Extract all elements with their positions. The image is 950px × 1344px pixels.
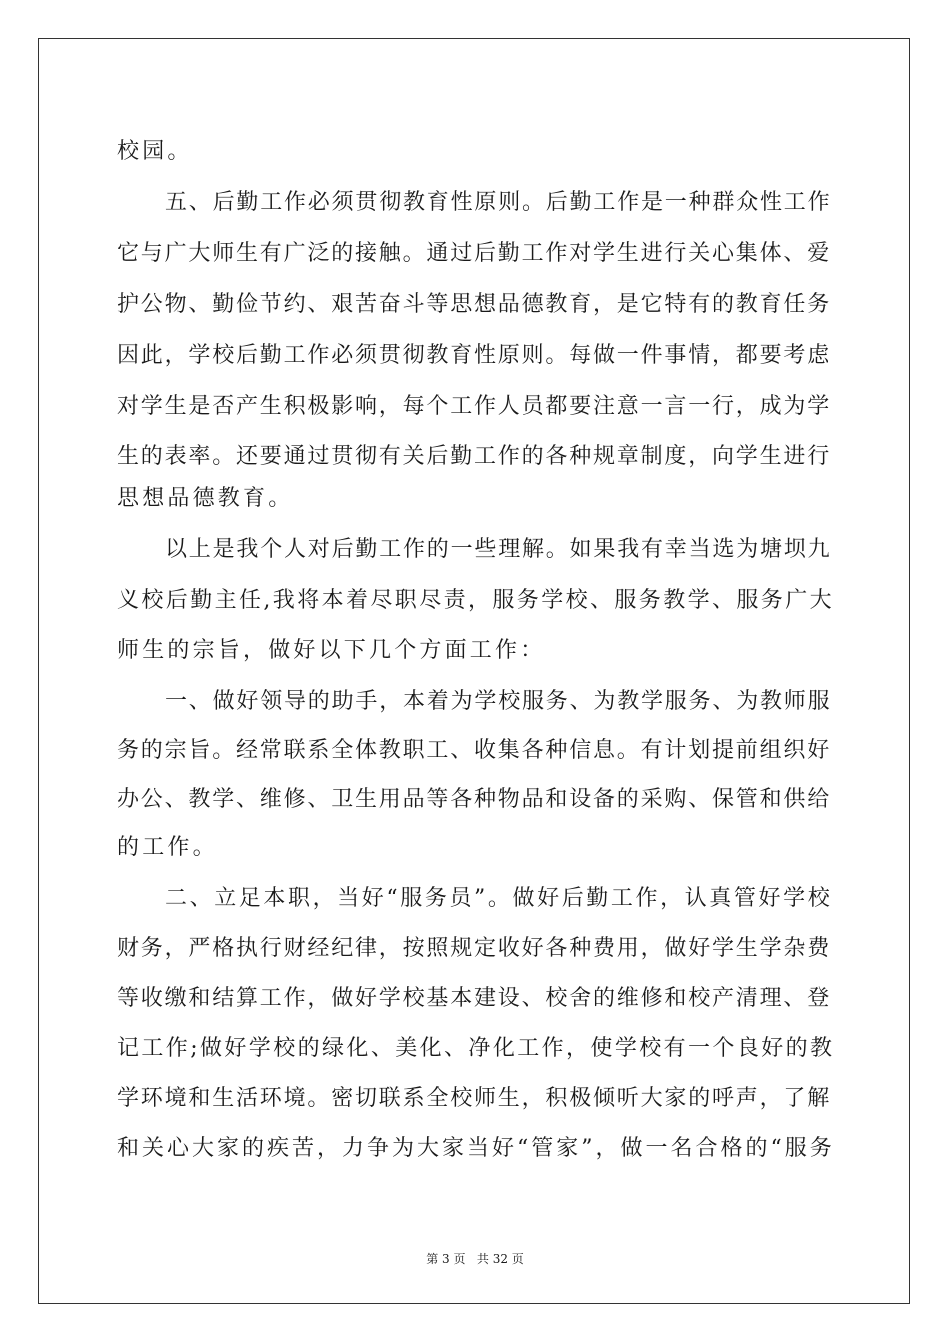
text-line: 办公、教学、维修、卫生用品等各种物品和设备的采购、保管和供给 (117, 787, 832, 812)
text-line: 学环境和生活环境。密切联系全校师生，积极倾听大家的呼声，了解 (117, 1086, 832, 1111)
text-line: 务的宗旨。经常联系全体教职工、收集各种信息。有计划提前组织好 (117, 738, 832, 763)
text-line: 义校后勤主任,我将本着尽职尽责，服务学校、服务教学、服务广大 (117, 588, 834, 613)
text-line: 记工作;做好学校的绿化、美化、净化工作，使学校有一个良好的教 (117, 1036, 835, 1061)
text-line: 五、后勤工作必须贯彻教育性原则。后勤工作是一种群众性工作 (165, 190, 832, 215)
text-line: 对学生是否产生积极影响，每个工作人员都要注意一言一行，成为学 (117, 394, 832, 419)
page-footer: 第 3 页 共 32 页 (426, 1252, 524, 1266)
text-line: 校园。 (117, 139, 193, 164)
text-line: 思想品德教育。 (117, 486, 294, 511)
text-line: 因此，学校后勤工作必须贯彻教育性原则。每做一件事情，都要考虑 (117, 343, 832, 368)
text-line: 护公物、勤俭节约、艰苦奋斗等思想品德教育，是它特有的教育任务 (117, 292, 832, 317)
text-line: 等收缴和结算工作，做好学校基本建设、校舍的维修和校产清理、登 (117, 986, 832, 1011)
text-line: 它与广大师生有广泛的接触。通过后勤工作对学生进行关心集体、爱 (117, 241, 832, 266)
text-line: 财务，严格执行财经纪律，按照规定收好各种费用，做好学生学杂费 (117, 936, 832, 961)
text-line: 的工作。 (117, 835, 218, 860)
text-line: 和关心大家的疾苦，力争为大家当好“管家”，做一名合格的“服务 (117, 1136, 835, 1161)
text-line: 二、立足本职，当好“服务员”。做好后勤工作，认真管好学校 (165, 886, 833, 911)
text-line: 以上是我个人对后勤工作的一些理解。如果我有幸当选为塘坝九 (165, 537, 832, 562)
text-line: 一、做好领导的助手，本着为学校服务、为教学服务、为教师服 (165, 689, 832, 714)
text-line: 生的表率。还要通过贯彻有关后勤工作的各种规章制度，向学生进行 (117, 444, 832, 469)
text-line: 师生的宗旨，做好以下几个方面工作： (117, 638, 546, 663)
